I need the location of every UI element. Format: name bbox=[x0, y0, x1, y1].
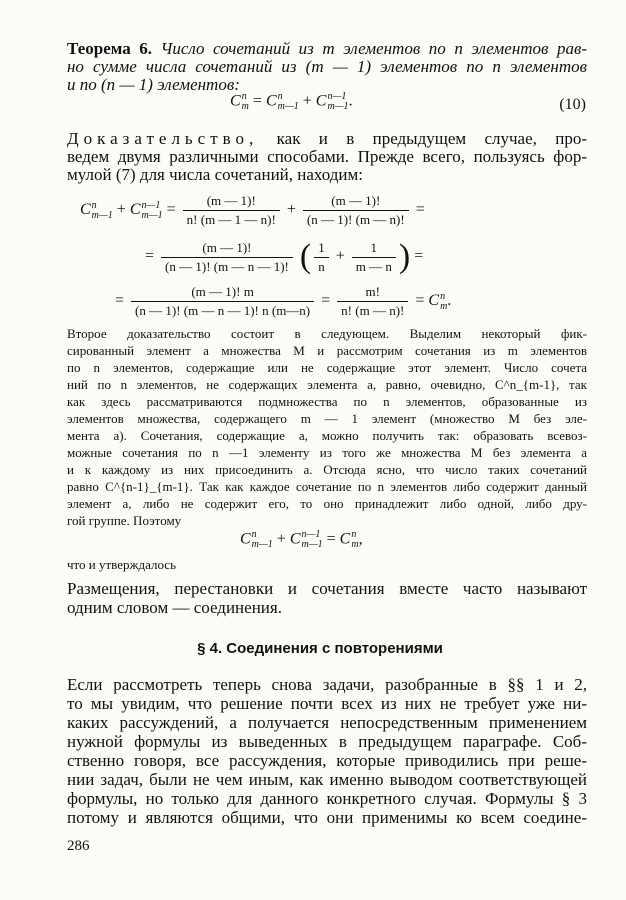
second-proof-line-5: как здесь рассматриваются подмножества по n элементов, образованные из bbox=[67, 394, 587, 409]
proof-line-1 bbox=[67, 130, 587, 148]
second-proof-line-10: равно C^{n-1}_{m-1}. Так как каждое сочетание по n элементов либо содержит данный bbox=[67, 479, 587, 494]
equation-number: (10) bbox=[559, 96, 586, 113]
section-line-7: формулы, но только для данного конкретного случая. Формулы § 3 bbox=[67, 789, 587, 808]
closing-line-1: Размещения, перестановки и сочетания вместе часто называют bbox=[67, 579, 587, 598]
proof-word: Доказательство, bbox=[67, 129, 259, 148]
proof-line-2: ведем двумя различными способами. Прежде всего, пользуясь фор- bbox=[67, 147, 587, 166]
proof-line-3: мулой (7) для числа сочетаний, находим: bbox=[67, 165, 363, 184]
second-proof-line-8: можные сочетания по n —1 элементу из того же множества M без элемента a bbox=[67, 445, 587, 460]
section-line-6: нии задач, были не чем иным, как именно выводом соответствующей bbox=[67, 770, 587, 789]
derivation-line-3: = $\frac{(m — 1)! m}{(n — 1)! (m — n — 1)! n (m—n)}$ = $\frac{m!}{n! (m — n)!}$ = C n m . bbox=[115, 284, 452, 318]
theorem-line-3: и по (n — 1) элементов: bbox=[67, 75, 240, 94]
section-line-2: то мы увидим, что решение почти всех из них не требует уже ни- bbox=[67, 694, 587, 713]
second-proof-line-6: элементов множества, содержащего m — 1 элемент (множество M без эле- bbox=[67, 411, 587, 426]
theorem-line-2: но сумме числа сочетаний из (m — 1) элементов по n элементов bbox=[67, 57, 587, 76]
section-line-8: потому и являются общими, что они применимы ко всем соедине- bbox=[67, 808, 587, 827]
second-proof-line-3: по n элементов, содержащие или не содержащие этот элемент. Число сочета bbox=[67, 360, 587, 375]
equation-10: C n m = C n m—1 + C n—1 m—1 . bbox=[230, 91, 353, 112]
second-proof-line-2: сированный элемент a множества M и рассмотрим сочетания из m элементов bbox=[67, 343, 587, 358]
result-equation: C n m—1 + C n—1 m—1 = C n m , bbox=[240, 529, 363, 550]
second-proof-line-12: гой группе. Поэтому bbox=[67, 513, 182, 528]
derivation-line-1: C n m—1 + C n—1 m—1 = $\frac{(m — 1)!}{n! (m — 1 — n)!}$ + $\frac{(m — 1)!}{(n — 1)! (m — n)!}$ = bbox=[80, 193, 425, 227]
section-line-1: Если рассмотреть теперь снова задачи, разобранные в §§ 1 и 2, bbox=[67, 675, 587, 694]
section-title: § 4. Соединения с повторениями bbox=[197, 640, 443, 657]
page-number: 286 bbox=[67, 838, 90, 854]
second-proof-line-1: Второе доказательство состоит в следующем. Выделим некоторый фик- bbox=[67, 326, 587, 341]
theorem-text-1: Число сочетаний из m элементов по n элементов рав- bbox=[160, 39, 588, 58]
second-proof-line-11: элемент a, либо не содержит его, то оно принадлежит либо одной, либо дру- bbox=[67, 496, 587, 511]
proof-line-1-rest: как и в предыдущем случае, про- bbox=[276, 129, 587, 148]
theorem-label: Теорема 6. bbox=[67, 39, 153, 58]
closing-line-2: одним словом — соединения. bbox=[67, 598, 282, 617]
section-line-3: каких рассуждений, а получается непосредственным применением bbox=[67, 713, 587, 732]
derivation-line-2: = $\frac{(m — 1)!}{(n — 1)! (m — n — 1)!}$ ( $\frac{1}{n}$ + $\frac{1}{m — n}$ ) = bbox=[145, 238, 424, 275]
second-proof-line-4: ний по n элементов, не содержащих элемента a, равно, очевидно, C^n_{m-1}, так bbox=[67, 377, 587, 392]
second-proof-line-7: мента a). Сочетания, содержащие a, можно получить так: образовать всевоз- bbox=[67, 428, 587, 443]
section-line-4: нужной формулы из выведенных в предыдущем параграфе. Соб- bbox=[67, 732, 587, 751]
second-proof-line-9: и к каждому из них присоединить a. Отсюда ясно, что число таких сочетаний bbox=[67, 462, 587, 477]
second-proof-after: что и утверждалось bbox=[67, 557, 177, 572]
section-line-5: ственно говоря, все рассуждения, которые приводились при реше- bbox=[67, 751, 587, 770]
theorem-line-1 bbox=[67, 40, 587, 58]
